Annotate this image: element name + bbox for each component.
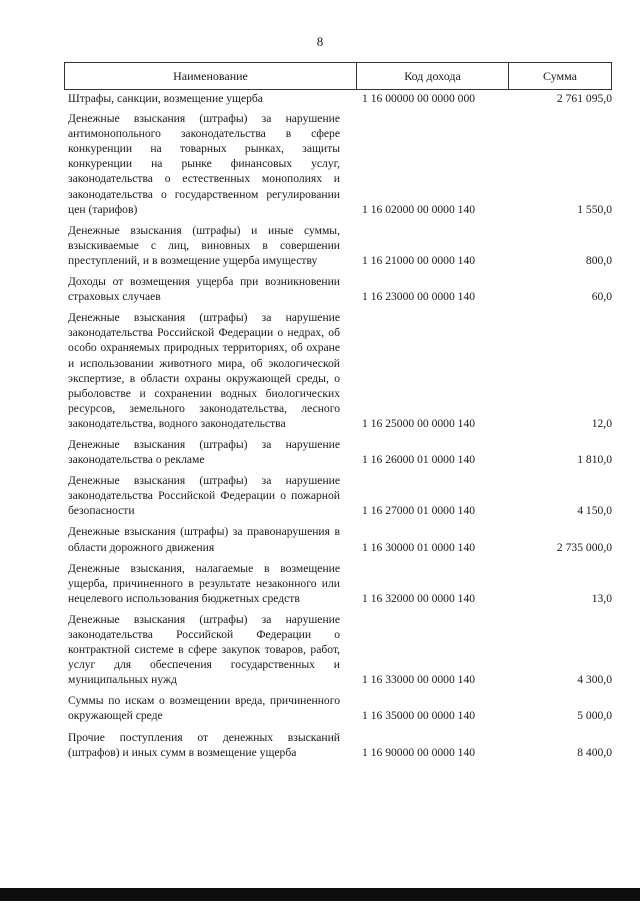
table-row [0, 91, 640, 106]
row-code: 1 16 27000 01 0000 140 [362, 504, 476, 518]
row-name: Денежные взыскания (штрафы) за нарушение законодательства о рекламе [68, 437, 340, 467]
row-name: Прочие поступления от денежных взысканий (штрафов) и иных сумм в возмещение ущерба [68, 730, 340, 759]
row-sum: 8 400,0 [577, 745, 612, 759]
row-name: Денежные взыскания (штрафы) за нарушение антимонопольного законодательства в сфере конкуренции на товарных рынках, защиты конкуренции на рынке финансовых услуг, законодательства о естественных монополиях и законодательства о государственном регулировании цен (тарифов) [68, 112, 340, 216]
row-name: Денежные взыскания, налагаемые в возмещение ущерба, причиненного в результате незаконного или нецелевого использования бюджетных средств [68, 561, 340, 605]
row-code: 1 16 30000 01 0000 140 [362, 540, 476, 554]
row-sum: 5 000,0 [577, 709, 612, 723]
table-header [64, 62, 612, 90]
table-row [0, 223, 640, 268]
row-code: 1 16 00000 00 0000 000 [362, 92, 476, 105]
row-name: Денежные взыскания (штрафы) за правонарушения в области дорожного движения [68, 525, 340, 554]
row-sum: 12,0 [591, 416, 612, 430]
row-sum: 4 300,0 [577, 673, 612, 687]
row-code: 1 16 23000 00 0000 140 [362, 290, 476, 304]
header-name: Наименование [65, 63, 357, 89]
header-code: Код дохода [357, 63, 509, 89]
table-row [0, 473, 640, 518]
row-code: 1 16 02000 00 0000 140 [362, 202, 476, 216]
table-row [0, 612, 640, 687]
row-name: Денежные взыскания (штрафы) за нарушение законодательства Российской Федерации о недрах, об особо охраняемых природных территориях, об охране и использовании животного мира, об экологической экспертизе, в области охраны окружающей среды, о рыболовстве и сохранении водных биологических ресурсов, земельного законодательства, лесного законодательства, водного законодательства [68, 311, 340, 430]
row-name: Денежные взыскания (штрафы) за нарушение законодательства Российской Федерации о пожарной безопасности [68, 474, 340, 518]
table-row [0, 561, 640, 606]
page-number: 8 [316, 34, 324, 49]
row-name: Денежные взыскания (штрафы) и иные суммы, взыскиваемые с лиц, виновных в совершении преступлений, и в возмещение ущерба имуществу [68, 223, 340, 267]
row-code: 1 16 25000 00 0000 140 [362, 416, 476, 430]
row-sum: 60,0 [591, 290, 612, 304]
row-code: 1 16 21000 00 0000 140 [362, 253, 476, 267]
table-row [0, 524, 640, 554]
row-code: 1 16 35000 00 0000 140 [362, 709, 476, 723]
table-row [0, 693, 640, 723]
row-code: 1 16 32000 00 0000 140 [362, 591, 476, 605]
scan-bottom-edge [0, 888, 640, 901]
table-row [0, 274, 640, 304]
row-sum: 2 761 095,0 [556, 92, 612, 105]
row-name: Доходы от возмещения ущерба при возникновении страховых случаев [68, 275, 340, 304]
row-name: Денежные взыскания (штрафы) за нарушение законодательства Российской Федерации о контрактной системе в сфере закупок товаров, работ, услуг для обеспечения государственных и муниципальных нужд [68, 612, 340, 687]
table-body [0, 91, 640, 760]
row-code: 1 16 90000 00 0000 140 [362, 745, 476, 759]
row-sum: 1 810,0 [577, 453, 612, 467]
table-row [0, 730, 640, 760]
row-name: Штрафы, санкции, возмещение ущерба [68, 92, 263, 105]
row-code: 1 16 33000 00 0000 140 [362, 673, 476, 687]
row-sum: 800,0 [585, 253, 612, 267]
row-sum: 4 150,0 [577, 504, 612, 518]
row-sum: 2 735 000,0 [556, 540, 612, 554]
table-row [0, 310, 640, 431]
header-sum: Сумма [543, 68, 577, 83]
row-sum: 1 550,0 [577, 202, 612, 216]
row-code: 1 16 26000 01 0000 140 [362, 453, 476, 467]
table-row [0, 111, 640, 217]
row-name: Суммы по искам о возмещении вреда, причиненного окружающей среде [68, 694, 340, 723]
table-row [0, 437, 640, 467]
row-sum: 13,0 [591, 591, 612, 605]
